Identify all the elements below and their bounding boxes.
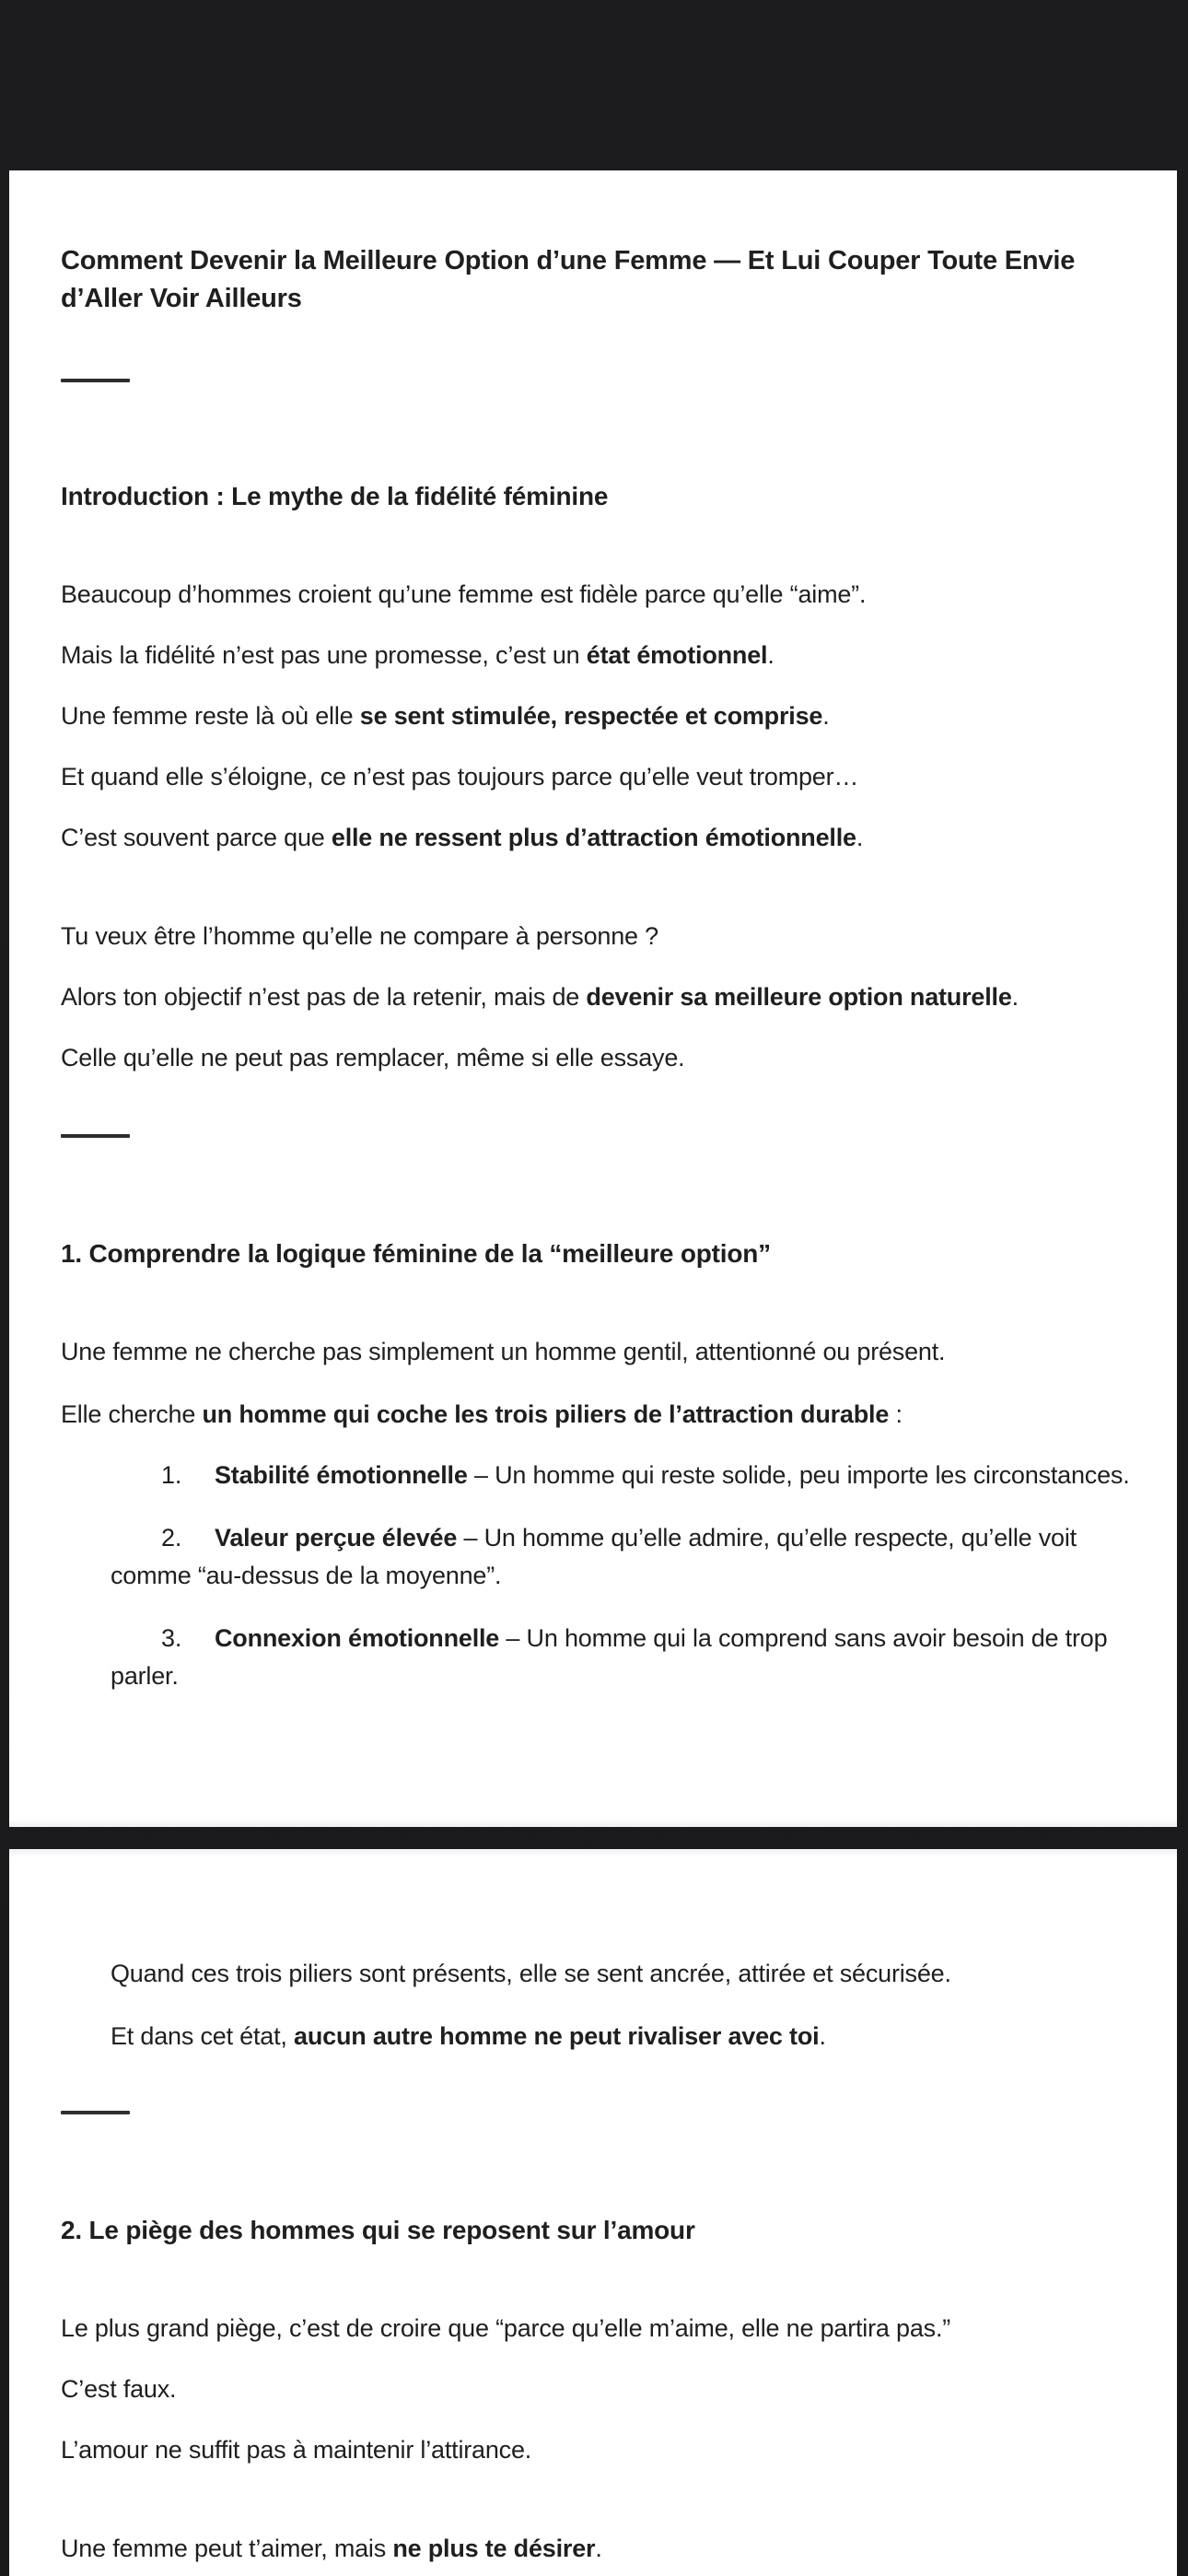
document-title-line-2: d’Aller Voir Ailleurs (61, 284, 302, 313)
list-item-number: 2. (161, 1524, 182, 1551)
list-item-2 (61, 1519, 1140, 1595)
paragraph: Tu veux être l’homme qu’elle ne compare à personne ? (61, 922, 658, 950)
list-item-3 (61, 1620, 1140, 1695)
paragraph: Quand ces trois piliers sont présents, elle se sent ancrée, attirée et sécurisée. (111, 1960, 951, 1987)
paragraph: Une femme ne cherche pas simplement un homme gentil, attentionné ou présent. (61, 1338, 946, 1365)
section-divider (61, 379, 130, 382)
list-item-text: Stabilité émotionnelle – Un homme qui reste solide, peu importe les circonstances. (215, 1461, 1130, 1489)
paragraph: Et dans cet état, aucun autre homme ne peut rivaliser avec toi. (111, 2022, 826, 2050)
paragraph: C’est faux. (61, 2375, 177, 2403)
paragraph: Le plus grand piège, c’est de croire que “parce qu’elle m’aime, elle ne partira pas.” (61, 2314, 951, 2342)
paragraph: Celle qu’elle ne peut pas remplacer, même si elle essaye. (61, 1044, 685, 1071)
section-divider (61, 2111, 130, 2114)
section-2-heading: 2. Le piège des hommes qui se reposent sur l’amour (61, 2216, 695, 2244)
list-item-text: Valeur perçue élevée – Un homme qu’elle admire, qu’elle respecte, qu’elle voit comme “au-dessus de la moyenne”. (111, 1524, 1077, 1589)
paragraph: Elle cherche un homme qui coche les trois piliers de l’attraction durable : (61, 1400, 903, 1428)
paragraph: C’est souvent parce que elle ne ressent plus d’attraction émotionnelle. (61, 824, 864, 851)
list-item-number: 3. (161, 1624, 182, 1652)
paragraph: L’amour ne suffit pas à maintenir l’attirance. (61, 2436, 532, 2464)
document-title (61, 242, 1140, 318)
list-item-number: 1. (161, 1461, 182, 1489)
document-title-line-1: Comment Devenir la Meilleure Option d’une Femme — Et Lui Couper Toute Envie (61, 246, 1076, 275)
section-divider (61, 1134, 130, 1138)
paragraph: Une femme reste là où elle se sent stimulée, respectée et comprise. (61, 702, 830, 730)
paragraph: Mais la fidélité n’est pas une promesse, c’est un état émotionnel. (61, 641, 775, 669)
document-page-1[interactable] (9, 170, 1177, 1827)
intro-heading: Introduction : Le mythe de la fidélité féminine (61, 482, 609, 510)
paragraph: Et quand elle s’éloigne, ce n’est pas toujours parce qu’elle veut tromper… (61, 763, 859, 790)
list-item-1 (61, 1457, 1140, 1494)
section-1-heading: 1. Comprendre la logique féminine de la “meilleure option” (61, 1239, 771, 1268)
list-item-text: Connexion émotionnelle – Un homme qui la comprend sans avoir besoin de trop parler. (111, 1624, 1108, 1690)
paragraph: Alors ton objectif n’est pas de la retenir, mais de devenir sa meilleure option naturelle. (61, 983, 1019, 1011)
paragraph: Beaucoup d’hommes croient qu’une femme est fidèle parce qu’elle “aime”. (61, 580, 867, 608)
paragraph: Une femme peut t’aimer, mais ne plus te désirer. (61, 2535, 602, 2562)
document-page-2[interactable] (9, 1849, 1177, 2576)
